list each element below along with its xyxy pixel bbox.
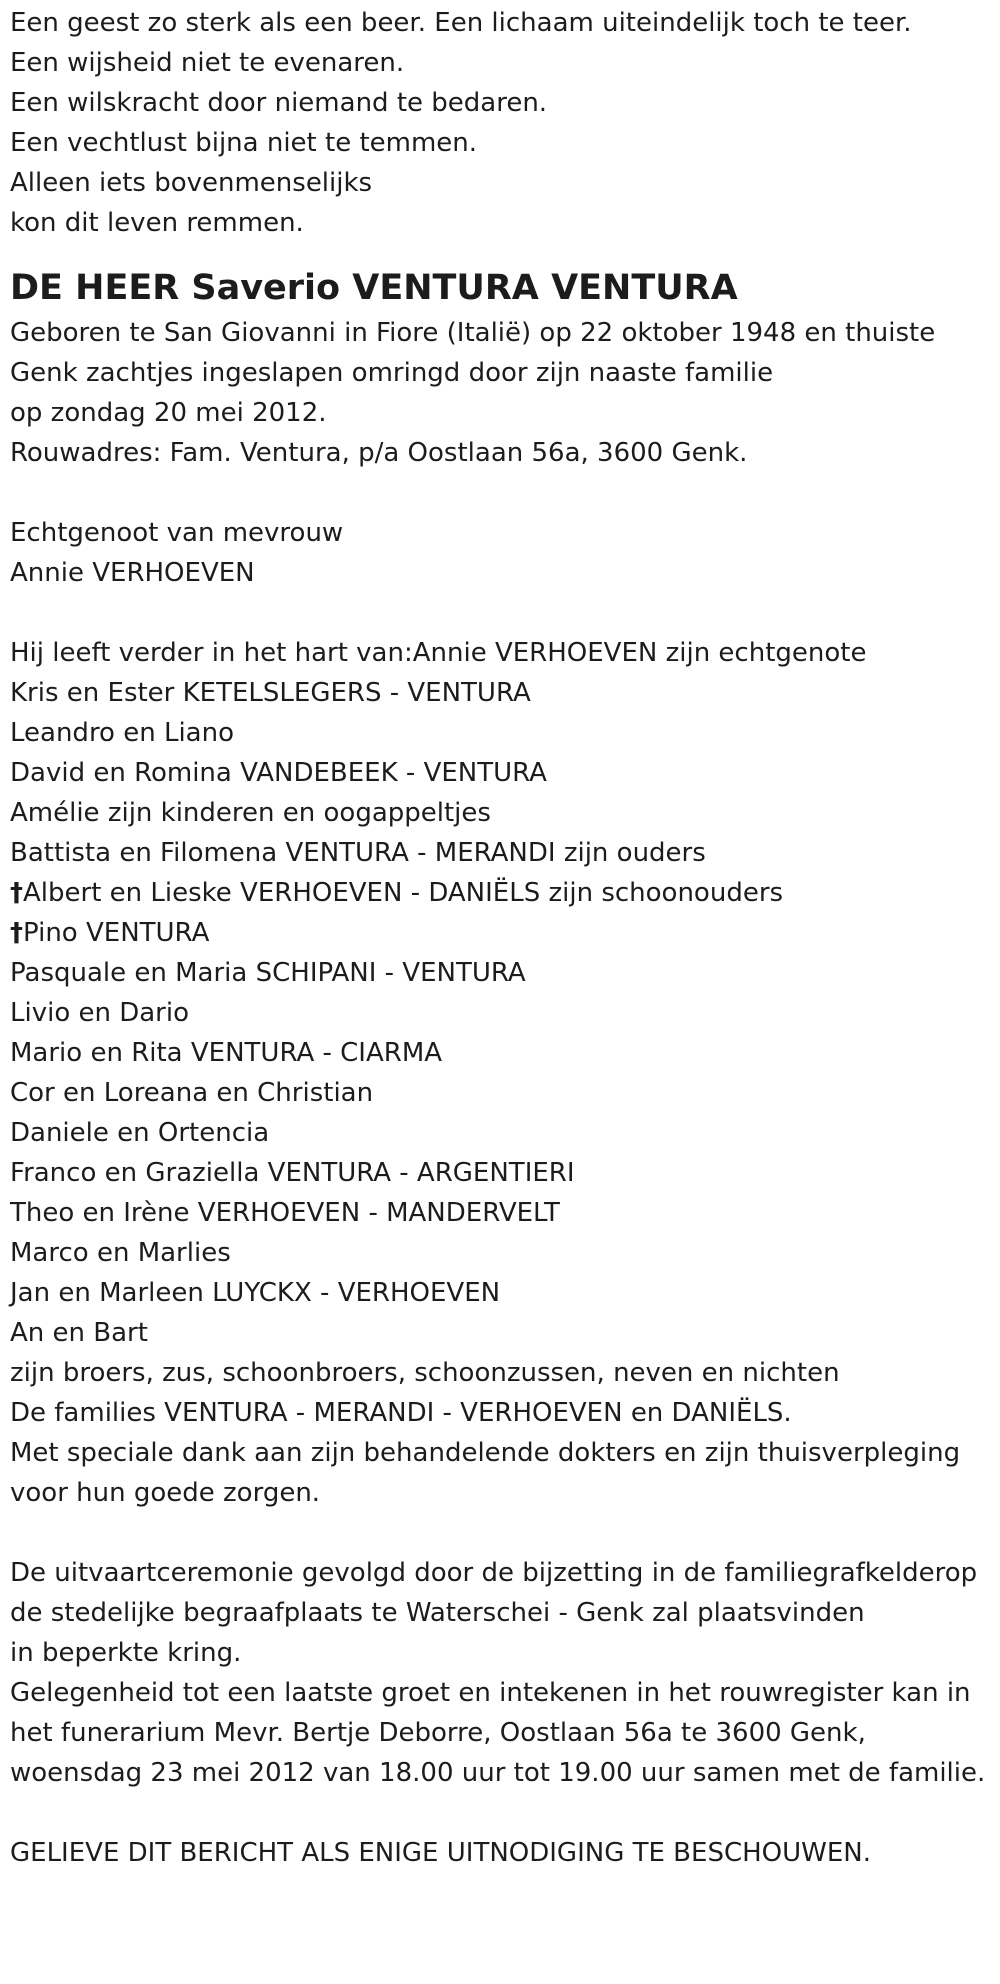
cross-icon: † xyxy=(10,878,23,908)
birth-death-info xyxy=(10,313,990,473)
family-line: zijn broers, zus, schoonbroers, schoonzussen, neven en nichten xyxy=(10,1358,840,1388)
mourning-address: Rouwadres: Fam. Ventura, p/a Oostlaan 56a, 3600 Genk. xyxy=(10,438,748,468)
info-line: Geboren te San Giovanni in Fiore (Italië) op 22 oktober 1948 en thuiste xyxy=(10,318,936,348)
family-line-text: Albert en Lieske VERHOEVEN - DANIËLS zijn schoonouders xyxy=(23,878,784,908)
visitation-paragraph: Gelegenheid tot een laatste groet en intekenen in het rouwregister kan in het funerarium Mevr. Bertje Deborre, Oostlaan 56a te 3600 Genk, woensdag 23 mei 2012 van 18.00 uur tot 19.00 uur samen met de familie. xyxy=(10,1678,986,1788)
ceremony-line: in beperkte kring. xyxy=(10,1638,242,1668)
family-line: Jan en Marleen LUYCKX - VERHOEVEN xyxy=(10,1278,501,1308)
poem-line: Een geest zo sterk als een beer. Een lichaam uiteindelijk toch te teer. xyxy=(10,8,912,38)
family-line: Mario en Rita VENTURA - CIARMA xyxy=(10,1038,443,1068)
poem-line: Een vechtlust bijna niet te temmen. xyxy=(10,128,478,158)
closing-notice: GELIEVE DIT BERICHT ALS ENIGE UITNODIGING TE BESCHOUWEN. xyxy=(10,1838,871,1868)
spacer xyxy=(10,473,990,513)
spacer xyxy=(10,593,990,633)
spacer xyxy=(10,1793,990,1833)
family-line: Theo en Irène VERHOEVEN - MANDERVELT xyxy=(10,1198,560,1228)
thanks-line: Met speciale dank aan zijn behandelende dokters en zijn thuisverpleging xyxy=(10,1438,961,1468)
family-line: David en Romina VANDEBEEK - VENTURA xyxy=(10,758,547,788)
ceremony-info xyxy=(10,1553,990,1793)
thanks-line: voor hun goede zorgen. xyxy=(10,1478,321,1508)
cross-icon: † xyxy=(10,918,23,948)
family-line: An en Bart xyxy=(10,1318,148,1348)
poem xyxy=(10,3,990,243)
spouse-name: Annie VERHOEVEN xyxy=(10,558,255,588)
family-line-deceased xyxy=(10,913,990,953)
family-intro: Hij leeft verder in het hart van:Annie VERHOEVEN zijn echtgenote xyxy=(10,638,867,668)
deceased-name-title: DE HEER Saverio VENTURA VENTURA xyxy=(10,268,738,308)
poem-line: Een wijsheid niet te evenaren. xyxy=(10,48,405,78)
family-line: Franco en Graziella VENTURA - ARGENTIERI xyxy=(10,1158,575,1188)
spouse-label: Echtgenoot van mevrouw xyxy=(10,518,344,548)
family-list xyxy=(10,633,990,1513)
spacer xyxy=(10,1513,990,1553)
poem-line: kon dit leven remmen. xyxy=(10,208,304,238)
ceremony-paragraph: De uitvaartceremonie gevolgd door de bijzetting in de familiegrafkelderop de stedelijke begraafplaats te Waterschei - Genk zal plaatsvinden xyxy=(10,1558,978,1628)
family-line-text: Pino VENTURA xyxy=(23,918,210,948)
family-line: Cor en Loreana en Christian xyxy=(10,1078,374,1108)
family-line: Amélie zijn kinderen en oogappeltjes xyxy=(10,798,491,828)
info-line: op zondag 20 mei 2012. xyxy=(10,398,327,428)
family-line: Leandro en Liano xyxy=(10,718,234,748)
family-line: Pasquale en Maria SCHIPANI - VENTURA xyxy=(10,958,526,988)
family-line: Kris en Ester KETELSLEGERS - VENTURA xyxy=(10,678,531,708)
family-line: Battista en Filomena VENTURA - MERANDI zijn ouders xyxy=(10,838,706,868)
family-line: Livio en Dario xyxy=(10,998,190,1028)
family-line: Daniele en Ortencia xyxy=(10,1118,270,1148)
family-line: De families VENTURA - MERANDI - VERHOEVEN en DANIËLS. xyxy=(10,1398,792,1428)
poem-line: Alleen iets bovenmenselijks xyxy=(10,168,373,198)
family-line: Marco en Marlies xyxy=(10,1238,231,1268)
spouse-info xyxy=(10,513,990,593)
poem-line: Een wilskracht door niemand te bedaren. xyxy=(10,88,548,118)
family-line-deceased xyxy=(10,873,990,913)
info-line: Genk zachtjes ingeslapen omringd door zijn naaste familie xyxy=(10,358,774,388)
